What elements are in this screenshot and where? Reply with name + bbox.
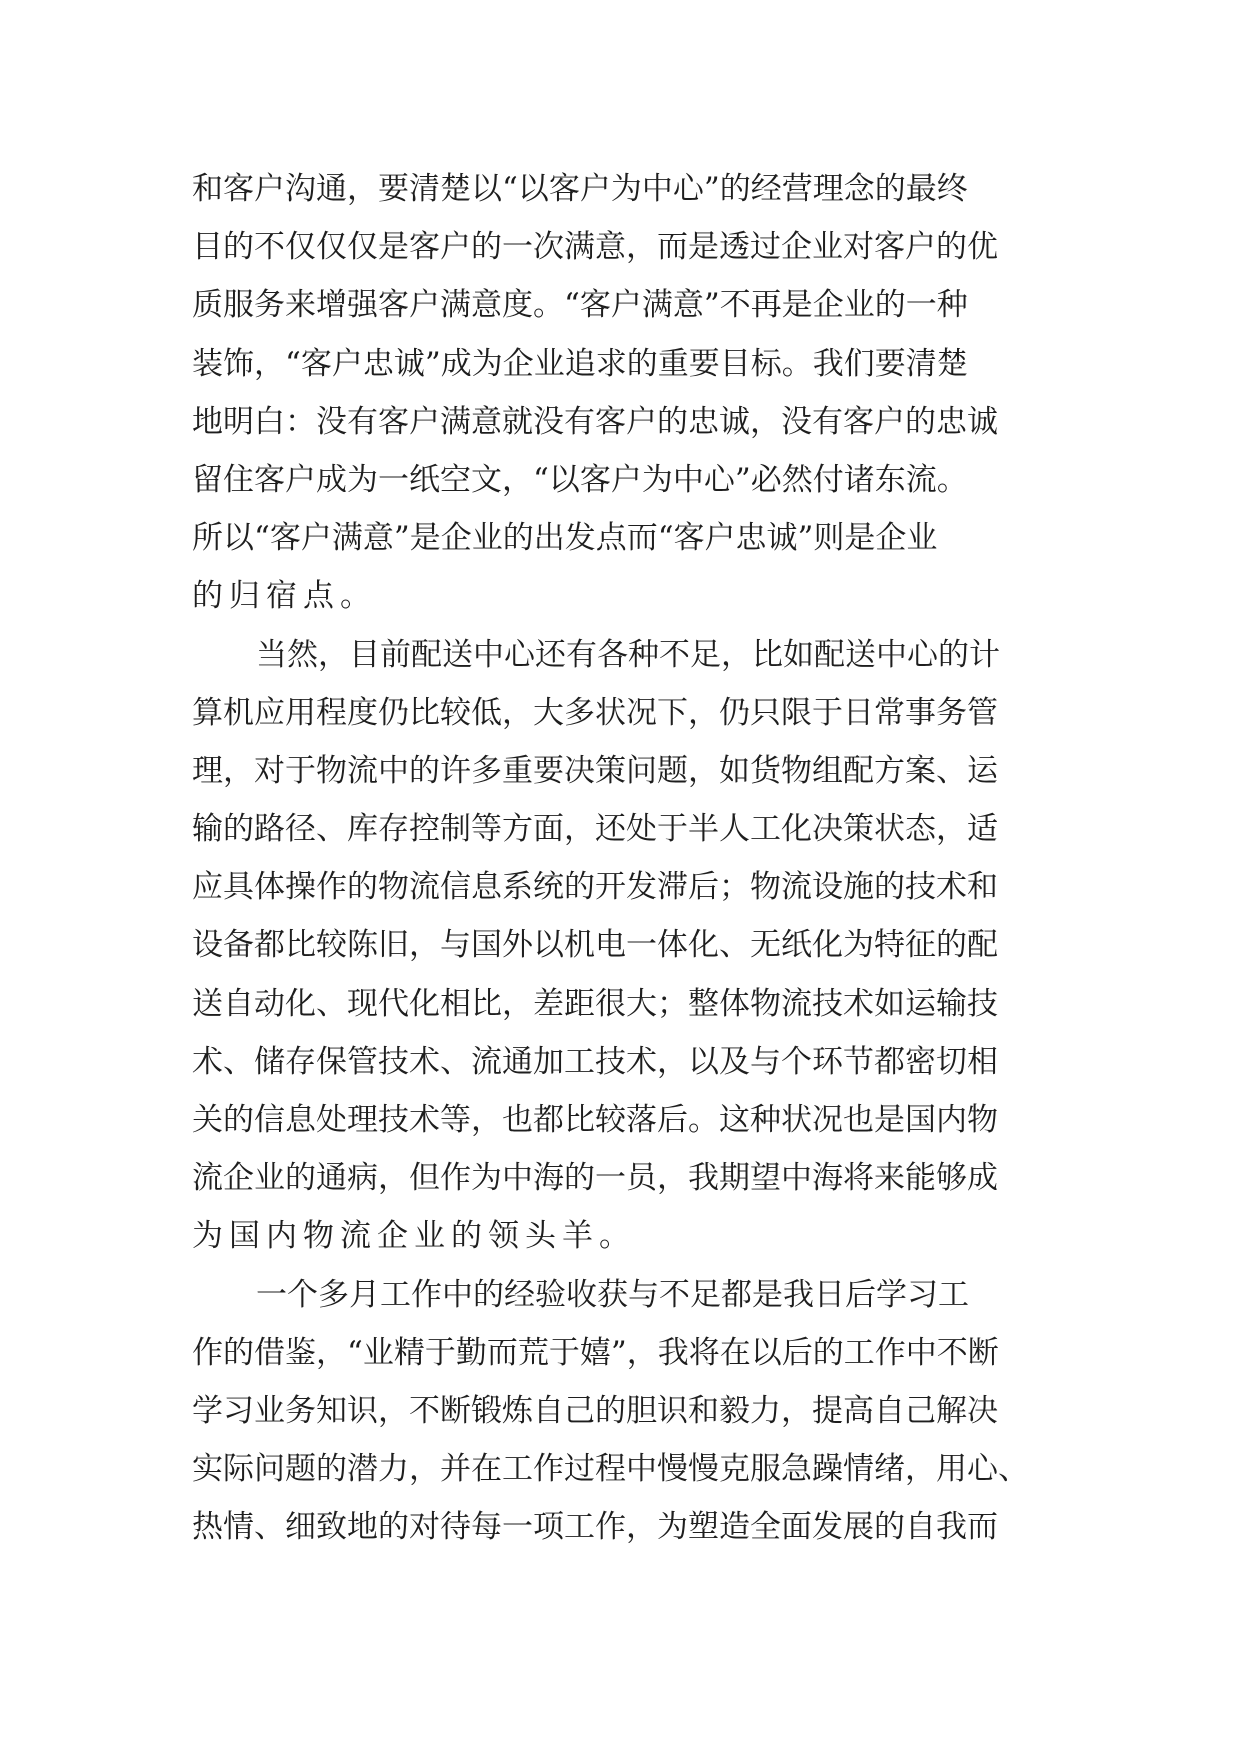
text-line: 一个多月工作中的经验收获与不足都是我日后学习工: [256, 1276, 969, 1313]
text-line: 为国内物流企业的领头羊。: [192, 1218, 636, 1255]
text-line: 地明白：没有客户满意就没有客户的忠诚，没有客户的忠诚: [192, 403, 998, 440]
text-line: 作的借鉴，“业精于勤而荒于嬉”，我将在以后的工作中不断: [192, 1334, 999, 1371]
body-text: [192, 160, 1054, 1557]
text-line: 输的路径、库存控制等方面，还处于半人工化决策状态，适: [192, 811, 998, 848]
text-line: 装饰，“客户忠诚”成为企业追求的重要目标。我们要清楚: [192, 345, 968, 382]
text-line: 实际问题的潜力，并在工作过程中慢慢克服急躁情绪，用心、: [192, 1451, 1029, 1488]
text-line: 当然，目前配送中心还有各种不足，比如配送中心的计: [256, 636, 1000, 673]
text-line: 设备都比较陈旧，与国外以机电一体化、无纸化为特征的配: [192, 927, 998, 964]
text-line: 学习业务知识，不断锻炼自己的胆识和毅力，提高自己解决: [192, 1392, 998, 1429]
text-line: 算机应用程度仍比较低，大多状况下，仍只限于日常事务管: [192, 694, 998, 731]
text-line: 送自动化、现代化相比，差距很大；整体物流技术如运输技: [192, 985, 998, 1022]
text-line: 所以“客户满意”是企业的出发点而“客户忠诚”则是企业: [192, 520, 938, 557]
text-line: 应具体操作的物流信息系统的开发滞后；物流设施的技术和: [192, 869, 998, 906]
text-line: 目的不仅仅仅是客户的一次满意，而是透过企业对客户的优: [192, 229, 998, 266]
text-line: 的归宿点。: [192, 578, 377, 615]
text-line: 理，对于物流中的许多重要决策问题，如货物组配方案、运: [192, 752, 998, 789]
text-line: 术、储存保管技术、流通加工技术，以及与个环节都密切相: [192, 1043, 998, 1080]
text-line: 留住客户成为一纸空文，“以客户为中心”必然付诸东流。: [192, 461, 968, 498]
text-line: 热情、细致地的对待每一项工作，为塑造全面发展的自我而: [192, 1509, 998, 1546]
text-line: 关的信息处理技术等，也都比较落后。这种状况也是国内物: [192, 1102, 998, 1138]
text-line: 质服务来增强客户满意度。“客户满意”不再是企业的一种: [192, 287, 968, 324]
text-line: 和客户沟通，要清楚以“以客户为中心”的经营理念的最终: [192, 171, 968, 207]
text-line: 流企业的通病，但作为中海的一员，我期望中海将来能够成: [192, 1160, 998, 1197]
